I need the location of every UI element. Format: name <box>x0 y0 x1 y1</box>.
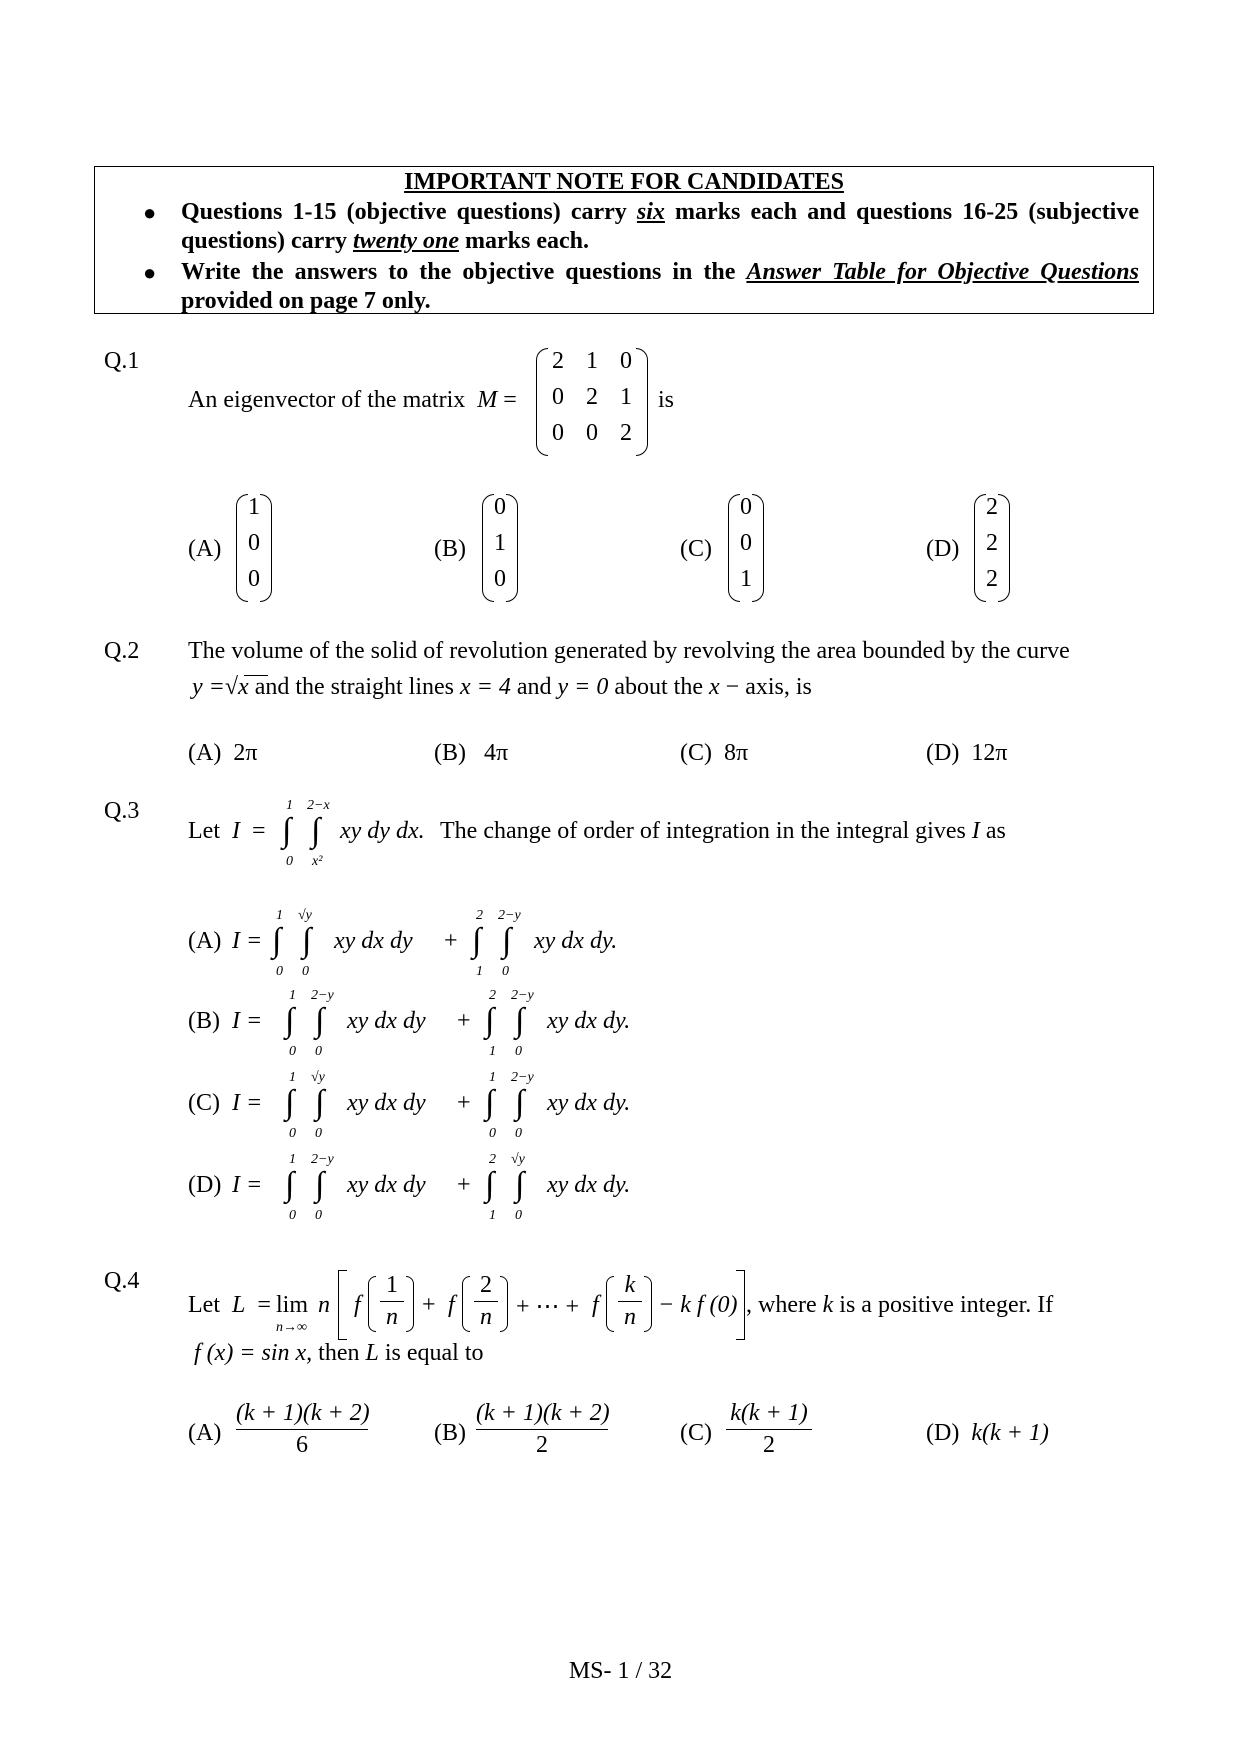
integral-lower-limit: 0 <box>502 964 509 979</box>
integral-upper-limit: 1 <box>289 988 296 1003</box>
q3-integrand: xy dy dx. <box>340 818 425 844</box>
integral-lower-limit: 0 <box>302 964 309 979</box>
q3-option-I-eq: I = <box>232 1090 263 1116</box>
left-paren <box>368 1276 376 1332</box>
q1-option-vector <box>728 494 764 602</box>
vector-entry: 0 <box>494 566 506 592</box>
left-paren <box>462 1276 470 1332</box>
q3-term-end: xy dx dy. <box>547 1090 631 1116</box>
integral-upper-limit: 1 <box>489 1070 496 1085</box>
integral-lower-limit: 0 <box>515 1208 522 1223</box>
vector-entry: 0 <box>248 530 260 556</box>
integral-lower-limit: 1 <box>476 964 483 979</box>
integral-upper-limit: 2−y <box>311 1152 334 1167</box>
q3-option-label: (C) <box>188 1090 220 1116</box>
integral-sign: ∫ <box>315 1084 325 1121</box>
lim-operator: lim <box>276 1292 309 1318</box>
integral-sign: ∫ <box>311 812 321 849</box>
emphasis-six: six <box>636 199 665 225</box>
integral-sign: ∫ <box>282 812 292 849</box>
plus-sign: + <box>457 1172 471 1198</box>
sqrt-bar <box>244 675 268 676</box>
integral-lower-limit: 0 <box>289 1044 296 1059</box>
q2-option-a: (A) 2π <box>188 740 258 766</box>
f-symbol: f <box>448 1292 455 1318</box>
integral-upper-limit: 2−y <box>511 988 534 1003</box>
q3-option-I-eq: I = <box>232 1008 263 1034</box>
note-bullet-2: Write the answers to the objective questions in the Answer Table for Objective Questions provided on page 7 only. <box>181 259 1139 314</box>
matrix-cell: 0 <box>552 384 564 410</box>
q2-line1: The volume of the solid of revolution generated by revolving the area bounded by the curve <box>188 638 1070 664</box>
vector-entry: 2 <box>986 566 998 592</box>
n-multiplier: n <box>318 1292 330 1318</box>
integral-lower-limit: 0 <box>515 1126 522 1141</box>
q1-option-label: (B) <box>434 536 466 562</box>
q1-option-vector <box>236 494 272 602</box>
fraction-2-n: 2 n <box>474 1272 498 1331</box>
q1-option-vector <box>482 494 518 602</box>
integral-upper-limit: √y <box>511 1152 525 1167</box>
q4-option-c-fraction: k(k + 1) 2 <box>726 1400 812 1459</box>
f-symbol: f <box>592 1292 599 1318</box>
plus-sign: + <box>457 1090 471 1116</box>
q4-option-a-fraction: (k + 1)(k + 2) 6 <box>236 1400 370 1458</box>
integral-upper-limit: 1 <box>286 798 293 813</box>
integral-sign: ∫ <box>515 1084 525 1121</box>
question-number: Q.3 <box>104 798 140 824</box>
integral-upper-limit: 2−y <box>311 988 334 1003</box>
integral-lower-limit: 1 <box>489 1044 496 1059</box>
integral-upper-limit: 2−y <box>511 1070 534 1085</box>
q1-matrix <box>536 348 648 456</box>
note-title: IMPORTANT NOTE FOR CANDIDATES <box>404 169 844 195</box>
matrix-cell: 2 <box>620 420 632 446</box>
integral-upper-limit: 2 <box>476 908 483 923</box>
q2-option-b: (B) 4π <box>434 740 509 766</box>
integral-upper-limit: √y <box>311 1070 325 1085</box>
integral-lower-limit: 1 <box>489 1208 496 1223</box>
integral-lower-limit: 0 <box>276 964 283 979</box>
q4-line2: f (x) = sin x, then L is equal to <box>194 1340 484 1366</box>
matrix-cell: 2 <box>552 348 564 374</box>
vector-entry: 2 <box>986 530 998 556</box>
right-paren <box>644 1276 652 1332</box>
integral-sign: ∫ <box>302 922 312 959</box>
sqrt-icon: √ <box>224 674 239 700</box>
q3-let: Let I = <box>188 818 266 844</box>
vector-entry: 0 <box>740 530 752 556</box>
integral-sign: ∫ <box>502 922 512 959</box>
page-footer: MS- 1 / 32 <box>568 1658 673 1684</box>
fraction-1-n: 1 n <box>380 1272 404 1331</box>
vector-entry: 0 <box>494 494 506 520</box>
ellipsis-sum: + ⋯ + <box>516 1294 580 1320</box>
f-symbol: f <box>354 1292 361 1318</box>
question-number: Q.4 <box>104 1268 140 1294</box>
q3-option-I-eq: I = <box>232 928 263 954</box>
q2-line2: y =√x and the straight lines x = 4 and y = 0 about the x − axis, is <box>192 674 812 700</box>
integral-lower-limit: x² <box>312 854 323 869</box>
q1-option-label: (D) <box>926 536 960 562</box>
integral-upper-limit: 1 <box>289 1070 296 1085</box>
q1-is: is <box>658 387 675 413</box>
integral-sign: ∫ <box>285 1002 295 1039</box>
q2-option-c: (C) 8π <box>680 740 749 766</box>
integral-upper-limit: 2−x <box>307 798 330 813</box>
plus-sign: + <box>444 928 458 954</box>
integral-upper-limit: 2−y <box>498 908 521 923</box>
q3-option-I-eq: I = <box>232 1172 263 1198</box>
matrix-cell: 2 <box>586 384 598 410</box>
q1-option-label: (C) <box>680 536 712 562</box>
matrix-cell: 0 <box>620 348 632 374</box>
integral-upper-limit: 1 <box>289 1152 296 1167</box>
q3-rest: The change of order of integration in the integral gives I as <box>440 818 1006 844</box>
q4-option-b-label: (B) <box>434 1420 466 1446</box>
vector-entry: 0 <box>740 494 752 520</box>
minus-k-f0: − k f (0) <box>658 1292 738 1318</box>
lim-subscript: n→∞ <box>276 1320 307 1335</box>
right-paren <box>500 1276 508 1332</box>
integral-sign: ∫ <box>515 1166 525 1203</box>
integral-sign: ∫ <box>285 1084 295 1121</box>
integral-lower-limit: 0 <box>289 1126 296 1141</box>
integral-sign: ∫ <box>472 922 482 959</box>
q3-term: xy dx dy <box>347 1090 426 1116</box>
q3-term-end: xy dx dy. <box>547 1172 631 1198</box>
q4-rest: , where k is a positive integer. If <box>746 1292 1054 1318</box>
question-number: Q.1 <box>104 348 140 374</box>
integral-lower-limit: 0 <box>315 1044 322 1059</box>
integral-lower-limit: 0 <box>315 1208 322 1223</box>
integral-sign: ∫ <box>485 1166 495 1203</box>
integral-upper-limit: 2 <box>489 1152 496 1167</box>
q3-term: xy dx dy <box>347 1172 426 1198</box>
left-square-bracket <box>338 1270 347 1340</box>
right-square-bracket <box>736 1270 745 1340</box>
matrix-cell: 0 <box>586 420 598 446</box>
q4-option-c-label: (C) <box>680 1420 712 1446</box>
vector-entry: 1 <box>494 530 506 556</box>
integral-lower-limit: 0 <box>315 1126 322 1141</box>
matrix-cell: 1 <box>620 384 632 410</box>
q4-option-a-label: (A) <box>188 1420 222 1446</box>
important-note-box <box>94 166 1154 314</box>
question-number: Q.2 <box>104 638 140 664</box>
plus-sign: + <box>422 1292 436 1318</box>
q2-option-d: (D) 12π <box>926 740 1008 766</box>
q3-option-label: (B) <box>188 1008 220 1034</box>
emphasis-answer-table: Answer Table for Objective Questions <box>746 259 1139 285</box>
vector-entry: 1 <box>248 494 260 520</box>
integral-upper-limit: 2 <box>489 988 496 1003</box>
integral-lower-limit: 0 <box>289 1208 296 1223</box>
q1-option-vector <box>974 494 1010 602</box>
q1-option-label: (A) <box>188 536 222 562</box>
vector-entry: 1 <box>740 566 752 592</box>
integral-sign: ∫ <box>285 1166 295 1203</box>
matrix-cell: 0 <box>552 420 564 446</box>
integral-sign: ∫ <box>272 922 282 959</box>
integral-sign: ∫ <box>515 1002 525 1039</box>
integral-sign: ∫ <box>485 1084 495 1121</box>
q4-let: Let L = <box>188 1292 271 1318</box>
vector-entry: 2 <box>986 494 998 520</box>
plus-sign: + <box>457 1008 471 1034</box>
integral-lower-limit: 0 <box>286 854 293 869</box>
q3-term-end: xy dx dy. <box>547 1008 631 1034</box>
matrix-cell: 1 <box>586 348 598 374</box>
integral-lower-limit: 0 <box>489 1126 496 1141</box>
integral-sign: ∫ <box>315 1002 325 1039</box>
fraction-k-n: k n <box>618 1272 642 1331</box>
q3-option-label: (D) <box>188 1172 222 1198</box>
note-bullet-1: Questions 1-15 (objective questions) carry six marks each and questions 16-25 (subjective questions) carry twenty one marks each. <box>181 199 1140 254</box>
q4-option-d: (D) k(k + 1) <box>926 1420 1049 1446</box>
bullet-icon: ● <box>143 260 157 285</box>
q3-term: xy dx dy <box>334 928 413 954</box>
bullet-icon: ● <box>143 200 157 225</box>
emphasis-twenty-one: twenty one <box>352 228 459 254</box>
integral-upper-limit: 1 <box>276 908 283 923</box>
q3-term: xy dx dy <box>347 1008 426 1034</box>
q4-option-b-fraction: (k + 1)(k + 2) 2 <box>476 1400 610 1458</box>
q1-stem: An eigenvector of the matrix M = <box>188 387 517 413</box>
q3-term-end: xy dx dy. <box>534 928 618 954</box>
vector-entry: 0 <box>248 566 260 592</box>
integral-lower-limit: 0 <box>515 1044 522 1059</box>
integral-sign: ∫ <box>315 1166 325 1203</box>
right-paren <box>406 1276 414 1332</box>
left-paren <box>606 1276 614 1332</box>
integral-sign: ∫ <box>485 1002 495 1039</box>
integral-upper-limit: √y <box>298 908 312 923</box>
q3-option-label: (A) <box>188 928 222 954</box>
